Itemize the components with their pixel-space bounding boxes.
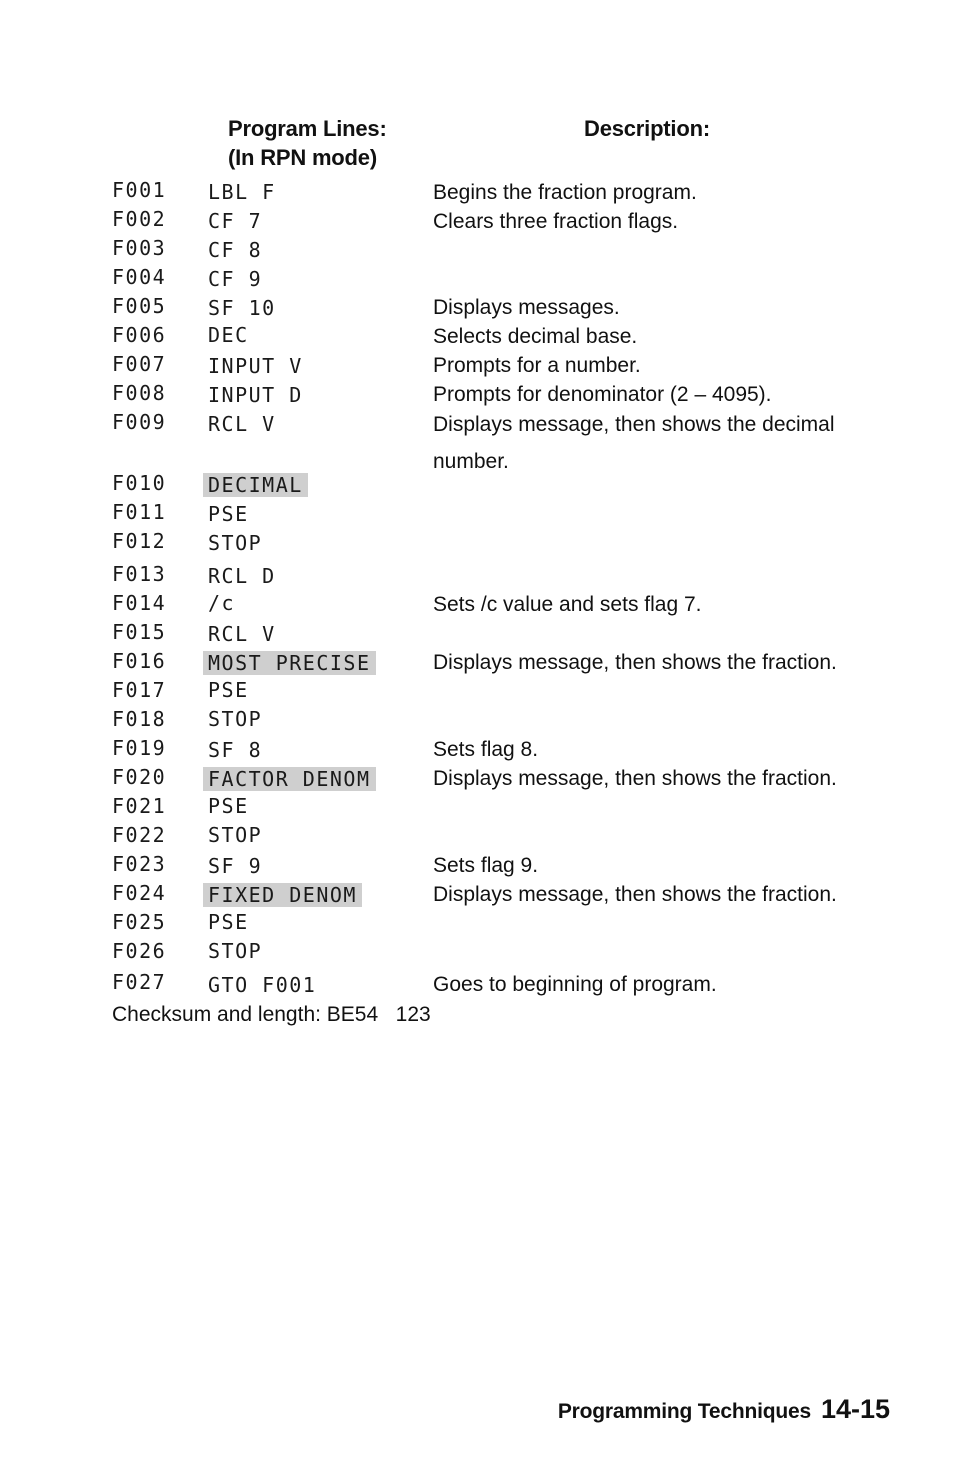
description-text: Goes to beginning of program. bbox=[433, 973, 717, 996]
description-text: Displays message, then shows the fraction. bbox=[433, 883, 837, 906]
line-number: F018 bbox=[112, 707, 167, 731]
checksum-text: Checksum and length: BE54 123 bbox=[112, 1003, 431, 1026]
line-number: F006 bbox=[112, 323, 167, 347]
program-code-message: FACTOR DENOM bbox=[203, 767, 376, 791]
program-code: PSE bbox=[208, 910, 249, 934]
program-code: RCL V bbox=[208, 622, 276, 646]
line-number: F017 bbox=[112, 678, 167, 702]
program-code: STOP bbox=[208, 707, 263, 731]
program-lines-header-line1: Program Lines: bbox=[228, 116, 387, 141]
line-number: F021 bbox=[112, 794, 167, 818]
program-lines-header bbox=[228, 114, 387, 172]
description-text: Sets /c value and sets flag 7. bbox=[433, 593, 702, 616]
line-number: F009 bbox=[112, 410, 167, 434]
description-text: Sets flag 9. bbox=[433, 854, 539, 877]
program-code: DEC bbox=[208, 323, 249, 347]
line-number: F007 bbox=[112, 352, 167, 376]
footer-section-title: Programming Techniques bbox=[557, 1400, 811, 1423]
description-text: Displays messages. bbox=[433, 296, 620, 319]
program-code: SF 8 bbox=[208, 738, 263, 762]
description-text: Prompts for denominator (2 – 4095). bbox=[433, 383, 772, 406]
description-header: Description: bbox=[584, 116, 710, 141]
line-number: F026 bbox=[112, 939, 167, 963]
page-footer bbox=[558, 1394, 890, 1425]
line-number: F010 bbox=[112, 471, 167, 495]
line-number: F027 bbox=[112, 970, 167, 994]
line-number: F020 bbox=[112, 765, 167, 789]
program-lines-header-line2: (In RPN mode) bbox=[228, 145, 377, 170]
line-number: F004 bbox=[112, 265, 167, 289]
program-code: SF 10 bbox=[208, 296, 276, 320]
program-code: STOP bbox=[208, 823, 263, 847]
program-code-message: DECIMAL bbox=[203, 473, 308, 497]
program-code: CF 9 bbox=[208, 267, 263, 291]
line-number: F024 bbox=[112, 881, 167, 905]
line-number: F002 bbox=[112, 207, 167, 231]
program-code: INPUT V bbox=[208, 354, 303, 378]
program-code: STOP bbox=[208, 531, 263, 555]
line-number: F003 bbox=[112, 236, 167, 260]
program-code-message: FIXED DENOM bbox=[203, 883, 362, 907]
line-number: F023 bbox=[112, 852, 167, 876]
program-code: INPUT D bbox=[208, 383, 303, 407]
program-code: PSE bbox=[208, 678, 249, 702]
line-number: F014 bbox=[112, 591, 167, 615]
line-number: F016 bbox=[112, 649, 167, 673]
program-code: CF 7 bbox=[208, 209, 263, 233]
line-number: F001 bbox=[112, 178, 167, 202]
line-number: F012 bbox=[112, 529, 167, 553]
line-number: F019 bbox=[112, 736, 167, 760]
description-text: Displays message, then shows the decimal number. bbox=[433, 413, 835, 473]
line-number: F005 bbox=[112, 294, 167, 318]
program-code: CF 8 bbox=[208, 238, 263, 262]
program-code: /c bbox=[208, 591, 236, 615]
description-text: Displays message, then shows the fraction. bbox=[433, 651, 837, 674]
description-text: Prompts for a number. bbox=[433, 354, 641, 377]
line-number: F025 bbox=[112, 910, 167, 934]
description-text: Sets flag 8. bbox=[433, 738, 539, 761]
program-code: STOP bbox=[208, 939, 263, 963]
description-text: Selects decimal base. bbox=[433, 325, 638, 348]
line-number: F013 bbox=[112, 562, 167, 586]
program-code: SF 9 bbox=[208, 854, 263, 878]
program-code: LBL F bbox=[208, 180, 276, 204]
description-text: Begins the fraction program. bbox=[433, 181, 697, 204]
line-number: F022 bbox=[112, 823, 167, 847]
program-code: RCL D bbox=[208, 564, 276, 588]
footer-page-number: 14-15 bbox=[820, 1394, 890, 1424]
description-text: Displays message, then shows the fraction. bbox=[433, 767, 837, 790]
program-code-message: MOST PRECISE bbox=[203, 651, 376, 675]
line-number: F008 bbox=[112, 381, 167, 405]
description-text: Clears three fraction flags. bbox=[433, 210, 679, 233]
line-number: F015 bbox=[112, 620, 167, 644]
program-code: GTO F001 bbox=[208, 973, 317, 997]
program-code: RCL V bbox=[208, 412, 276, 436]
program-code: PSE bbox=[208, 794, 249, 818]
program-code: PSE bbox=[208, 502, 249, 526]
line-number: F011 bbox=[112, 500, 167, 524]
